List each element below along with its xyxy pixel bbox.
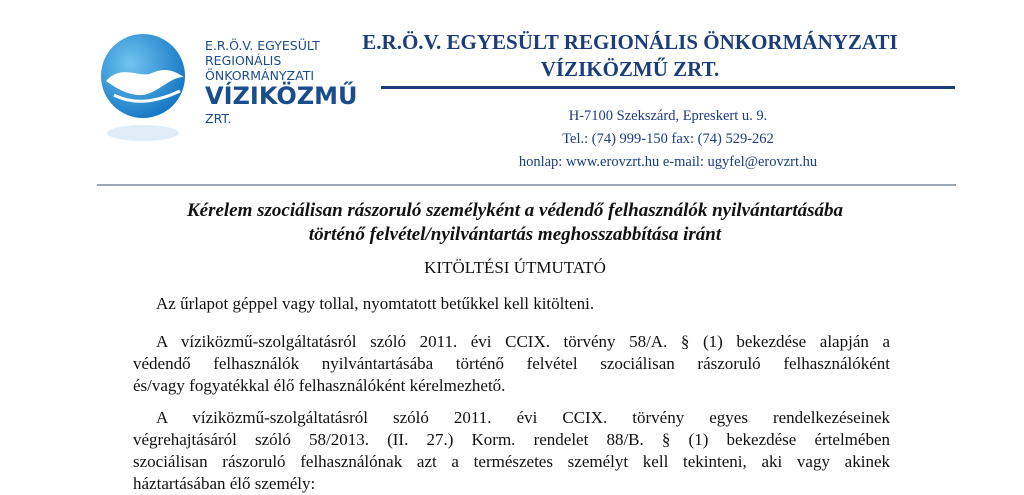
document-title-line-2: történő felvétel/nyilvántartás meghosszabbítása iránt xyxy=(308,224,722,245)
paragraph-2-line-3: szociálisan rászoruló felhasználónak azt a természetes személyt kell tekinteni, aki vagy akinek xyxy=(133,452,890,471)
company-web-email: honlap: www.erovzrt.hu e-mail: ugyfel@erovzrt.hu xyxy=(518,154,818,170)
company-address: H-7100 Szekszárd, Epreskert u. 9. xyxy=(568,108,768,124)
header-divider xyxy=(97,184,956,186)
paragraph-1-line-3: és/vagy fogyatékkal élő felhasználóként kérelmezhető. xyxy=(133,376,506,395)
header-rule xyxy=(381,86,955,89)
company-phone-fax: Tel.: (74) 999-150 fax: (74) 529-262 xyxy=(562,131,774,147)
logo-line-5: ZRT. xyxy=(205,111,232,126)
paragraph-2-line-4: háztartásában élő személy: xyxy=(133,474,316,493)
paragraph-2-line-2: végrehajtásáról szóló 58/2013. (II. 27.) Korm. rendelet 88/B. § (1) bekezdése értelmében xyxy=(133,430,890,449)
company-name-line-2: VÍZIKÖZMŰ ZRT. xyxy=(540,57,720,81)
paragraph-2-line-1: A víziközmű-szolgáltatásról szóló 2011. évi CCIX. törvény egyes rendelkezéseinek xyxy=(156,408,890,427)
paragraph-1-line-2: védendő felhasználók nyilvántartásába történő felvétel szociálisan rászoruló felhasználóként xyxy=(133,354,890,373)
paragraph-2 xyxy=(133,407,890,495)
logo-line-4: VÍZIKÖZMŰ xyxy=(205,82,358,110)
document-title-line-1: Kérelem szociálisan rászoruló személyként a védendő felhasználók nyilvántartásába xyxy=(186,200,844,221)
logo-line-3: ÖNKORMÁNYZATI xyxy=(205,68,315,83)
paragraph-1-line-1: A víziközmű-szolgáltatásról szóló 2011. évi CCIX. törvény 58/A. § (1) bekezdése alapján a xyxy=(156,332,890,351)
company-name-line-1: E.R.Ö.V. EGYESÜLT REGIONÁLIS ÖNKORMÁNYZATI xyxy=(362,30,898,54)
paragraph-1 xyxy=(133,331,890,397)
instruction-text: Az űrlapot géppel vagy tollal, nyomtatott betűkkel kell kitölteni. xyxy=(156,294,595,313)
company-logo-icon xyxy=(100,33,186,143)
logo-line-2: REGIONÁLIS xyxy=(205,53,282,68)
logo-line-1: E.R.Ö.V. EGYESÜLT xyxy=(205,38,320,53)
document-subtitle: KITÖLTÉSI ÚTMUTATÓ xyxy=(424,258,606,277)
